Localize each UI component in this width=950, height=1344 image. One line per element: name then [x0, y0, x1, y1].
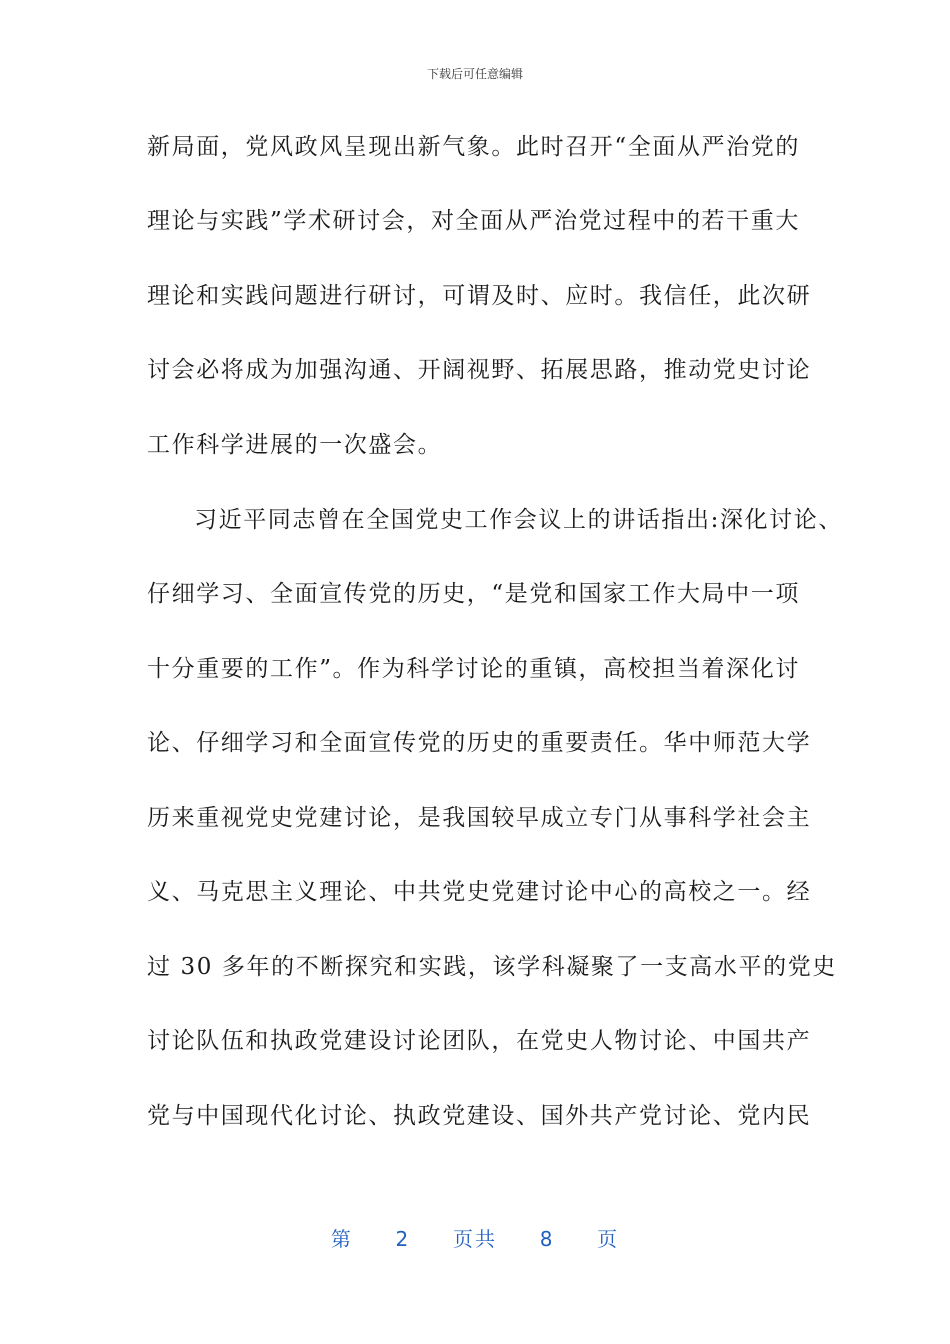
page-number-footer	[0, 1226, 950, 1252]
paragraph-2-line-5: 历来重视党史党建讨论，是我国较早成立专门从事科学社会主	[147, 805, 812, 831]
page-header-note: 下载后可任意编辑	[426, 67, 523, 81]
paragraph-1-line-4: 讨会必将成为加强沟通、开阔视野、拓展思路，推动党史讨论	[147, 357, 812, 383]
paragraph-2-line-8: 讨论队伍和执政党建设讨论团队，在党史人物讨论、中国共产	[147, 1028, 812, 1054]
paragraph-1-line-5: 工作科学进展的一次盛会。	[147, 432, 443, 458]
paragraph-2-line-2: 仔细学习、全面宣传党的历史，“是党和国家工作大局中一项	[147, 581, 800, 607]
paragraph-1-line-2: 理论与实践”学术研讨会，对全面从严治党过程中的若干重大	[147, 208, 800, 234]
paragraph-2-line-3: 十分重要的工作”。作为科学讨论的重镇，高校担当着深化讨	[147, 656, 800, 682]
paragraph-2-line-9: 党与中国现代化讨论、执政党建设、国外共产党讨论、党内民	[147, 1103, 812, 1129]
paragraph-2-line-4: 论、仔细学习和全面宣传党的历史的重要责任。华中师范大学	[147, 730, 812, 756]
footer-total-pages: 8	[539, 1227, 555, 1251]
paragraph-1-line-1: 新局面，党风政风呈现出新气象。此时召开“全面从严治党的	[147, 134, 800, 160]
paragraph-2-line-6: 义、马克思主义理论、中共党史党建讨论中心的高校之一。经	[147, 879, 812, 905]
paragraph-2-line-1: 习近平同志曾在全国党史工作会议上的讲话指出:深化讨论、	[194, 507, 843, 533]
paragraph-1-line-3: 理论和实践问题进行研讨，可谓及时、应时。我信任，此次研	[147, 283, 812, 309]
paragraph-2-line-7: 过 30 多年的不断探究和实践，该学科凝聚了一支高水平的党史	[147, 954, 837, 980]
footer-current-page: 2	[395, 1227, 411, 1251]
footer-suffix: 页	[597, 1227, 620, 1251]
footer-prefix: 第	[330, 1227, 353, 1251]
footer-mid: 页共	[453, 1227, 497, 1251]
